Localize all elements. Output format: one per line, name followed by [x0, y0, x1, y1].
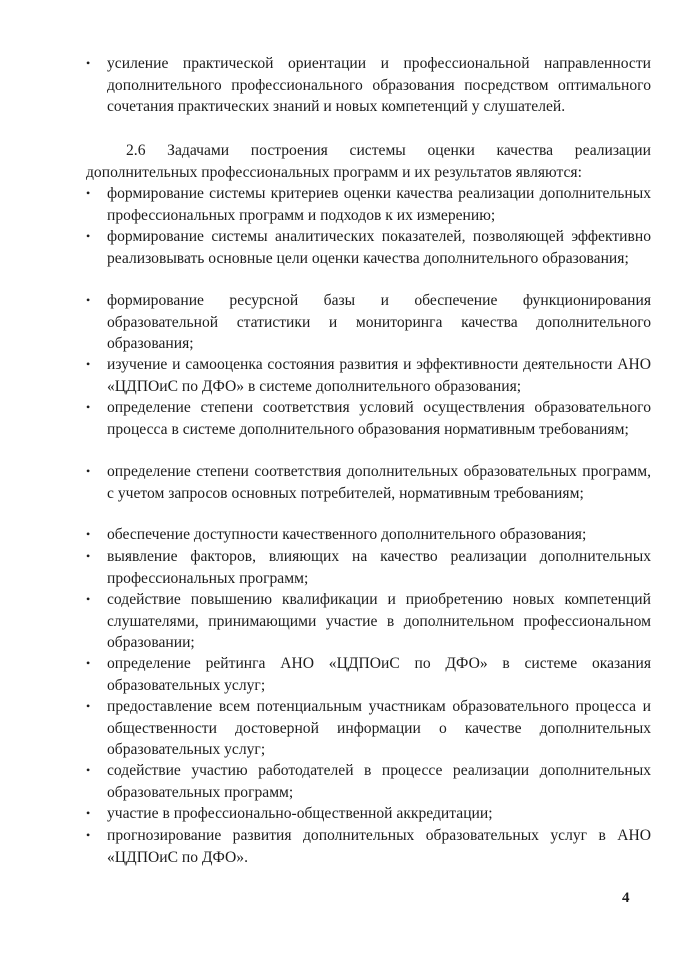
list-item-text: формирование ресурсной базы и обеспечение функционирования образовательной статистики и мониторинга качества дополнительного образования;	[107, 292, 651, 352]
bullet-icon: •	[86, 549, 91, 563]
bullet-icon: •	[86, 592, 91, 606]
list-item-text: выявление факторов, влияющих на качество реализации дополнительных профессиональных программ;	[107, 548, 651, 587]
list-item	[86, 461, 651, 504]
list-item-text: участие в профессионально-общественной аккредитации;	[107, 805, 493, 822]
bullet-icon: •	[86, 293, 91, 307]
list-item	[86, 183, 651, 226]
bullet-icon: •	[86, 56, 91, 70]
list-item-text: определение степени соответствия условий осуществления образовательного процесса в системе дополнительного образования нормативным требованиям;	[107, 399, 651, 438]
list-item	[86, 397, 651, 440]
list-item	[86, 524, 651, 546]
bullet-icon: •	[86, 527, 91, 541]
list-item	[86, 653, 651, 696]
bullet-icon: •	[86, 229, 91, 243]
list-item	[86, 226, 651, 269]
list-item-text: определение рейтинга АНО «ЦДПОиС по ДФО» в системе оказания образовательных услуг;	[107, 655, 651, 694]
bullet-icon: •	[86, 186, 91, 200]
list-item	[86, 53, 651, 118]
list-item-text: предоставление всем потенциальным участникам образовательного процесса и общественности достоверной информации о качестве дополнительных образовательных услуг;	[107, 698, 651, 758]
list-item-text: формирование системы аналитических показателей, позволяющей эффективно реализовывать основные цели оценки качества дополнительного образования;	[107, 228, 651, 267]
list-item	[86, 290, 651, 355]
section-paragraph: 2.6 Задачами построения системы оценки качества реализации дополнительных профессиональных программ и их результатов являются:	[86, 142, 651, 181]
list-item	[86, 760, 651, 803]
bullet-icon: •	[86, 357, 91, 371]
bullet-icon: •	[86, 699, 91, 713]
list-item-text: обеспечение доступности качественного дополнительного образования;	[107, 526, 587, 543]
list-item	[86, 803, 651, 825]
bullet-icon: •	[86, 828, 91, 842]
list-item-text: определение степени соответствия дополнительных образовательных программ, с учетом запросов основных потребителей, нормативным требованиям;	[107, 463, 651, 502]
bullet-icon: •	[86, 464, 91, 478]
list-item	[86, 546, 651, 589]
page-number: 4	[622, 890, 630, 906]
list-item-text: прогнозирование развития дополнительных образовательных услуг в АНО «ЦДПОиС по ДФО».	[107, 827, 651, 866]
list-item-text: содействие участию работодателей в процессе реализации дополнительных образовательных программ;	[107, 762, 651, 801]
list-item	[86, 354, 651, 397]
list-item	[86, 589, 651, 654]
list-item	[86, 696, 651, 761]
list-item	[86, 825, 651, 868]
bullet-icon: •	[86, 656, 91, 670]
bullet-icon: •	[86, 400, 91, 414]
list-item-text: усиление практической ориентации и профессиональной направленности дополнительного профессионального образования посредством оптимального сочетания практических знаний и новых компетенций у слушателей.	[107, 55, 651, 115]
list-item-text: формирование системы критериев оценки качества реализации дополнительных профессиональных программ и подходов к их измерению;	[107, 185, 651, 224]
bullet-icon: •	[86, 806, 91, 820]
list-item-text: изучение и самооценка состояния развития и эффективности деятельности АНО «ЦДПОиС по ДФО» в системе дополнительного образования;	[107, 356, 651, 395]
bullet-icon: •	[86, 763, 91, 777]
list-item-text: содействие повышению квалификации и приобретению новых компетенций слушателями, принимающими участие в дополнительном профессиональном образовании;	[107, 591, 651, 651]
